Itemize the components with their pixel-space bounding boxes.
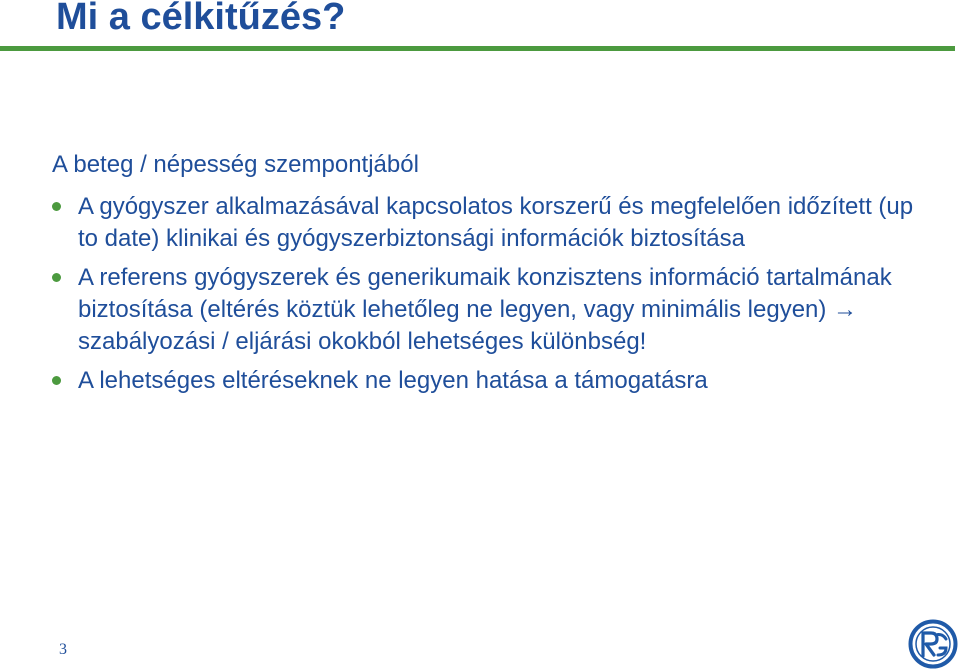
bullet-text: A referens gyógyszerek és generikumaik konzisztens információ tartalmának biztosítása (eltérés köztük lehetőleg ne legyen, vagy minimális legyen) → szabályozási / eljárási okokból lehetséges különbség! bbox=[78, 264, 892, 355]
bullet-dot-icon bbox=[52, 376, 61, 385]
bullet-dot-icon bbox=[52, 202, 61, 211]
rg-logo-icon bbox=[908, 619, 958, 669]
bullet-item bbox=[52, 191, 932, 255]
bullet-dot-icon bbox=[52, 273, 61, 282]
slide-title: Mi a célkitűzés? bbox=[56, 0, 346, 38]
bullet-item bbox=[52, 262, 932, 358]
bullet-item bbox=[52, 365, 932, 397]
page-number: 3 bbox=[59, 641, 67, 658]
intro-heading: A beteg / népesség szempontjából bbox=[52, 151, 419, 178]
bullet-list bbox=[52, 191, 932, 404]
bullet-text: A gyógyszer alkalmazásával kapcsolatos korszerű és megfelelően időzített (up to date) klinikai és gyógyszerbiztonsági információk biztosítása bbox=[78, 193, 914, 252]
bullet-text: A lehetséges eltéréseknek ne legyen hatása a támogatásra bbox=[78, 367, 708, 394]
title-underline bbox=[0, 46, 955, 51]
